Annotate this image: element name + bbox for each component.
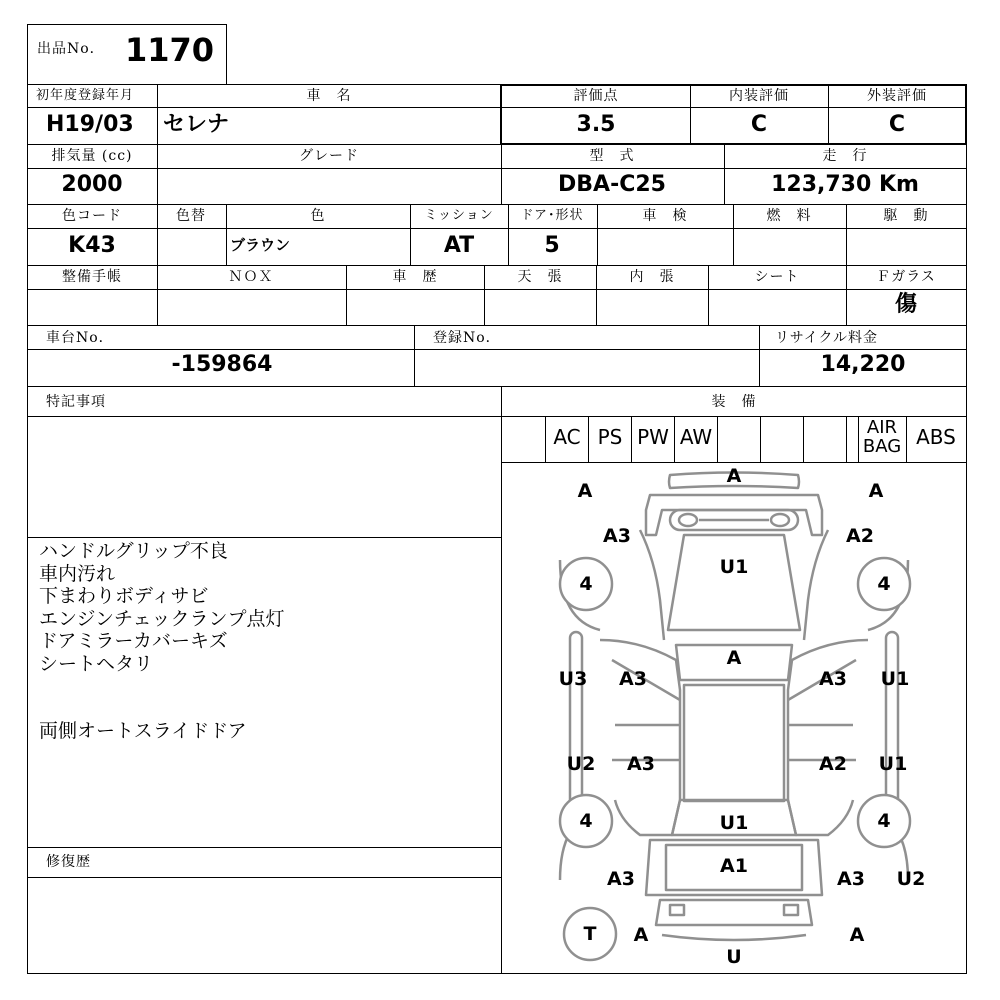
equipment-label: 装 備 bbox=[711, 394, 757, 410]
door-value: 5 bbox=[544, 233, 560, 258]
grid-line bbox=[674, 416, 675, 462]
regno-label: 登録No． bbox=[433, 330, 501, 346]
damage-mark: A3 bbox=[819, 668, 847, 690]
grid-line bbox=[157, 204, 158, 265]
note-line: 車内汚れ bbox=[39, 562, 116, 585]
equipment-ac: AC bbox=[553, 425, 581, 449]
fuel-label: 燃 料 bbox=[766, 208, 812, 224]
inspection-label: 車 検 bbox=[642, 208, 688, 224]
displacement-label: 排気量 (cc) bbox=[51, 148, 133, 164]
grid-line bbox=[27, 325, 967, 326]
grid-line bbox=[508, 204, 509, 265]
damage-mark: A3 bbox=[619, 668, 647, 690]
car-name-label: 車 名 bbox=[306, 88, 352, 104]
grid-line bbox=[717, 416, 718, 462]
damage-mark: 4 bbox=[877, 573, 891, 595]
mileage-value: 123,730 Km bbox=[771, 172, 919, 197]
grid-line bbox=[346, 265, 347, 325]
grid-line bbox=[27, 877, 501, 878]
grid-line bbox=[414, 325, 415, 386]
grid-line bbox=[631, 416, 632, 462]
tail-lamp-outline bbox=[784, 905, 798, 915]
roof-label: 天 張 bbox=[517, 269, 563, 285]
grid-line bbox=[27, 349, 967, 350]
mission-value: AT bbox=[443, 233, 475, 258]
grid-line bbox=[27, 289, 967, 290]
damage-mark: U1 bbox=[880, 668, 910, 690]
damage-mark: A bbox=[849, 924, 865, 946]
grid-line bbox=[157, 265, 158, 325]
note-line: シートヘタリ bbox=[39, 652, 154, 675]
left-fender-outline bbox=[640, 530, 664, 640]
grid-line bbox=[410, 204, 411, 265]
tail-lamp-outline bbox=[670, 905, 684, 915]
grid-line bbox=[545, 416, 546, 462]
grid-line bbox=[906, 416, 907, 462]
model-label: 型 式 bbox=[589, 148, 635, 164]
grid-line bbox=[846, 204, 847, 265]
note-line: ハンドルグリップ不良 bbox=[39, 540, 228, 562]
rear-skirt-outline bbox=[662, 935, 806, 940]
car-name-value: セレナ bbox=[163, 112, 230, 137]
damage-mark: A1 bbox=[720, 855, 748, 877]
right-step-outline bbox=[886, 632, 898, 808]
first-reg-label: 初年度登録年月 bbox=[36, 88, 135, 103]
grid-line bbox=[484, 265, 485, 325]
recycle-label: リサイクル料金 bbox=[775, 330, 879, 346]
chassis-label: 車台No． bbox=[46, 330, 114, 346]
damage-mark: A3 bbox=[837, 868, 865, 890]
damage-mark: A3 bbox=[607, 868, 635, 890]
maint-label: 整備手帳 bbox=[62, 269, 122, 285]
equipment-ps: PS bbox=[597, 425, 623, 449]
note-line bbox=[39, 675, 499, 720]
damage-mark: U2 bbox=[566, 753, 596, 775]
windshield-outline bbox=[668, 535, 800, 630]
note-line: エンジンチェックランプ点灯 bbox=[39, 607, 285, 630]
grid-line bbox=[27, 168, 967, 169]
damage-mark: U3 bbox=[558, 668, 588, 690]
damage-mark: U1 bbox=[719, 812, 749, 834]
grade-label: グレード bbox=[299, 148, 359, 164]
color-code-value: K43 bbox=[68, 233, 116, 258]
grid-line bbox=[27, 847, 501, 848]
damage-mark: A3 bbox=[603, 525, 631, 547]
left-step-outline bbox=[570, 632, 582, 808]
fglass-value: 傷 bbox=[894, 292, 918, 317]
lot-label: 出品No． bbox=[37, 41, 105, 57]
damage-mark: U bbox=[726, 946, 742, 968]
grid-line bbox=[27, 204, 967, 205]
lining-label: 内 張 bbox=[629, 269, 675, 285]
nox-label: ＮＯＸ bbox=[228, 269, 274, 285]
score-value: 3.5 bbox=[576, 112, 616, 137]
cabin-outline bbox=[684, 685, 784, 801]
note-line: 両側オートスライドドア bbox=[39, 720, 247, 742]
damage-mark: A3 bbox=[627, 753, 655, 775]
damage-mark: 4 bbox=[877, 810, 891, 832]
note-line: 下まわりボディサビ bbox=[39, 585, 209, 607]
first-reg-value: H19/03 bbox=[46, 112, 134, 137]
color-value: ブラウン bbox=[230, 236, 291, 254]
grid-line bbox=[27, 228, 967, 229]
damage-mark: A2 bbox=[819, 753, 847, 775]
repair-history-label: 修復歴 bbox=[46, 854, 91, 870]
grid-line bbox=[157, 144, 158, 204]
displacement-value: 2000 bbox=[61, 172, 123, 197]
grid-line bbox=[846, 416, 847, 462]
door-label: ドア･形状 bbox=[520, 208, 584, 223]
grid-line bbox=[828, 84, 829, 144]
grid-line bbox=[597, 204, 598, 265]
grid-line bbox=[588, 416, 589, 462]
grid-line bbox=[733, 204, 734, 265]
grid-line bbox=[724, 144, 725, 204]
note-line: ドアミラーカバーキズ bbox=[39, 630, 228, 652]
mileage-label: 走 行 bbox=[822, 148, 868, 164]
right-fender-outline bbox=[804, 530, 828, 640]
emblem-outline bbox=[771, 514, 789, 526]
car-damage-diagram bbox=[501, 462, 966, 972]
emblem-outline bbox=[679, 514, 697, 526]
mission-label: ミッション bbox=[424, 208, 494, 223]
seat-label: シート bbox=[754, 269, 800, 285]
grid-line bbox=[803, 416, 804, 462]
damage-mark: 4 bbox=[579, 810, 593, 832]
grid-line bbox=[27, 416, 967, 417]
damage-mark: 4 bbox=[579, 573, 593, 595]
damage-mark: A bbox=[577, 480, 593, 502]
color-label: 色 bbox=[310, 208, 326, 224]
grid-line bbox=[846, 265, 847, 325]
grid-line bbox=[760, 416, 761, 462]
interior-label: 内装評価 bbox=[729, 88, 789, 104]
damage-mark: U1 bbox=[719, 556, 749, 578]
grid-line bbox=[27, 265, 967, 266]
damage-mark: T bbox=[583, 923, 597, 945]
damage-mark: U2 bbox=[896, 868, 926, 890]
damage-mark: U1 bbox=[878, 753, 908, 775]
equipment-airbag: AIR BAG bbox=[862, 417, 902, 457]
grid-line bbox=[27, 386, 967, 387]
equipment-aw: AW bbox=[679, 425, 713, 449]
drive-label: 駆 動 bbox=[883, 208, 929, 224]
grid-line bbox=[708, 265, 709, 325]
notes-list bbox=[39, 540, 499, 743]
score-label: 評価点 bbox=[573, 88, 619, 104]
lot-number: 1170 bbox=[125, 31, 215, 69]
fglass-label: Ｆガラス bbox=[876, 269, 936, 285]
damage-mark: A2 bbox=[846, 525, 874, 547]
grid-line bbox=[690, 84, 691, 144]
grid-line bbox=[157, 84, 158, 144]
damage-mark: A bbox=[633, 924, 649, 946]
grid-line bbox=[226, 204, 227, 265]
exterior-label: 外装評価 bbox=[867, 88, 927, 104]
damage-mark: A bbox=[726, 647, 742, 669]
grid-line bbox=[27, 537, 501, 538]
history-label: 車 歴 bbox=[392, 269, 438, 285]
grid-line bbox=[759, 325, 760, 386]
car-outline bbox=[501, 462, 966, 972]
grid-line bbox=[596, 265, 597, 325]
color-code-label: 色コード bbox=[62, 208, 122, 224]
repaint-label: 色替 bbox=[176, 208, 206, 224]
grid-line bbox=[501, 144, 502, 204]
notes-label: 特記事項 bbox=[46, 394, 106, 410]
equipment-abs: ABS bbox=[916, 425, 956, 449]
interior-value: C bbox=[750, 112, 768, 137]
damage-mark: A bbox=[868, 480, 884, 502]
recycle-value: 14,220 bbox=[820, 352, 906, 377]
damage-mark: A bbox=[726, 465, 742, 487]
model-value: DBA-C25 bbox=[558, 172, 666, 197]
chassis-value: -159864 bbox=[171, 352, 273, 377]
exterior-value: C bbox=[888, 112, 906, 137]
equipment-pw: PW bbox=[637, 425, 669, 449]
